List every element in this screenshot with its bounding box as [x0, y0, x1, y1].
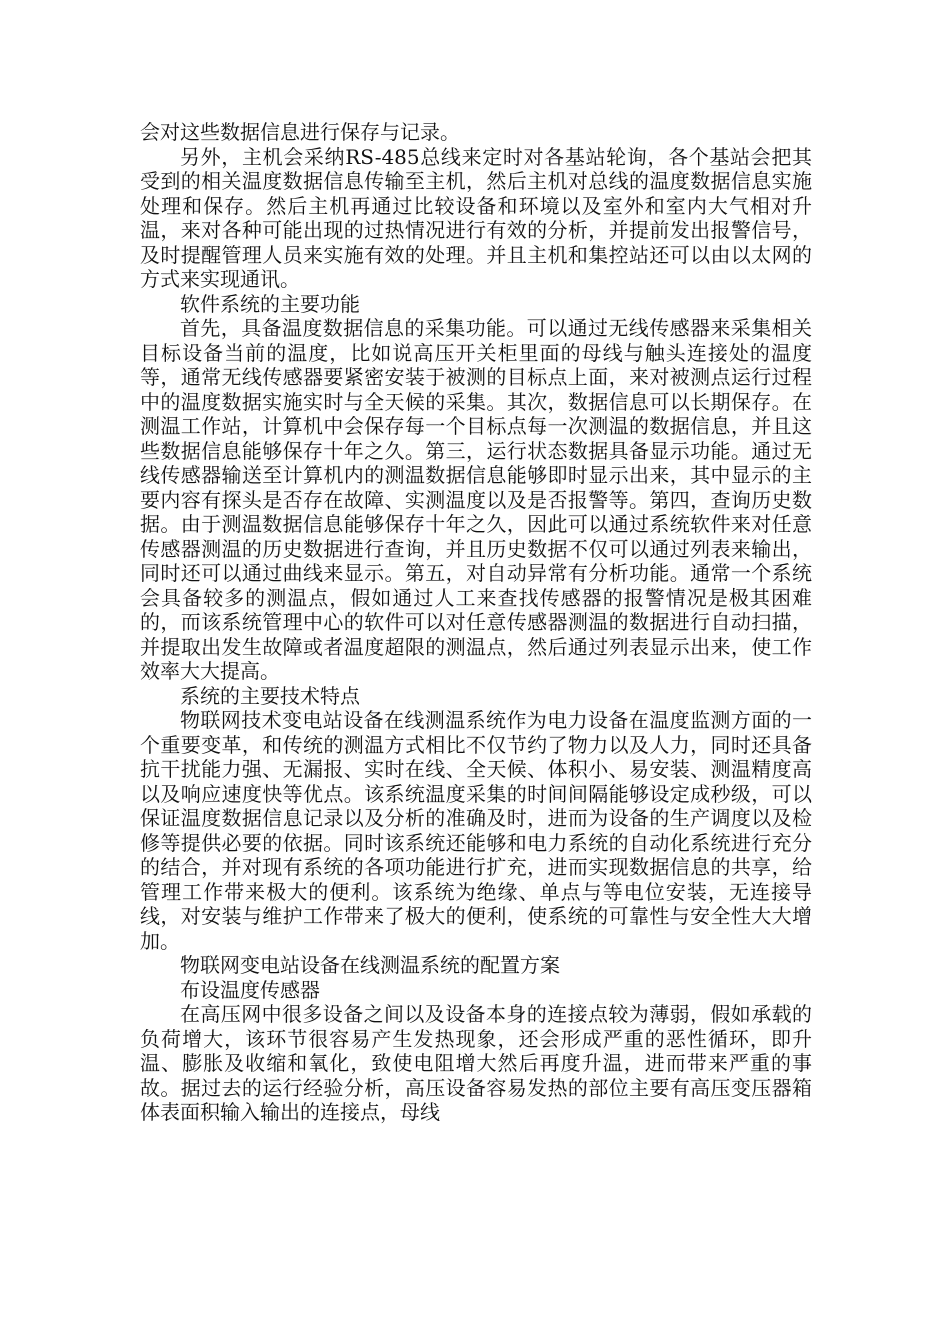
paragraph-tech-features: 物联网技术变电站设备在线测温系统作为电力设备在温度监测方面的一个重要变革，和传统的测温方式相比不仅节约了物力以及人力，同时还具备抗干扰能力强、无漏报、实时在线、全天候、体积小、易安装、测温精度高以及响应速度快等优点。该系统温度采集的时间间隔能够设定成秒级，可以保证温度数据信息记录以及分析的准确及时，进而为设备的生产调度以及检修等提供必要的依据。同时该系统还能够和电力系统的自动化系统进行充分的结合，并对现有系统的各项功能进行扩充，进而实现数据信息的共享，给管理工作带来极大的便利。该系统为绝缘、单点与等电位安装，无连接导线，对安装与维护工作带来了极大的便利，使系统的可靠性与安全性大大增加。 — [140, 708, 812, 953]
section-heading-tech-features: 系统的主要技术特点 — [180, 683, 360, 708]
section-heading-software-functions: 软件系统的主要功能 — [180, 291, 360, 316]
paragraph-rs485-polling: 另外，主机会采纳RS-485总线来定时对各基站轮询，各个基站会把其受到的相关温度数据信息传输至主机，然后主机对总线的温度数据信息实施处理和保存。然后主机再通过比较设备和环境以及室外和室内大气相对升温，来对各种可能出现的过热情况进行有效的分析，并提前发出报警信号，及时提醒管理人员来实施有效的处理。并且主机和集控站还可以由以太网的方式来实现通讯。 — [140, 144, 812, 291]
section-heading-sensor-layout: 布设温度传感器 — [180, 977, 320, 1002]
paragraph-sensor-layout: 在高压网中很多设备之间以及设备本身的连接点较为薄弱，假如承载的负荷增大，该环节很容易产生发热现象，还会形成严重的恶性循环，即升温、膨胀及收缩和氧化，致使电阻增大然后再度升温，进而带来严重的事故。据过去的运行经验分析，高压设备容易发热的部位主要有高压变压器箱体表面积输入输出的连接点，母线 — [140, 1002, 812, 1124]
paragraph-continuation: 会对这些数据信息进行保存与记录。 — [140, 120, 460, 144]
section-heading-configuration: 物联网变电站设备在线测温系统的配置方案 — [180, 953, 560, 977]
document-page — [140, 120, 812, 1125]
paragraph-software-functions: 首先，具备温度数据信息的采集功能。可以通过无线传感器来采集相关目标设备当前的温度，比如说高压开关柜里面的母线与触头连接处的温度等，通常无线传感器要紧密安装于被测的目标点上面，来对被测点运行过程中的温度数据实施实时与全天候的采集。其次，数据信息可以长期保存。在测温工作站，计算机中会保存每一个目标点每一次测温的数据信息，并且这些数据信息能够保存十年之久。第三，运行状态数据具备显示功能。通过无线传感器输送至计算机内的测温数据信息能够即时显示出来，其中显示的主要内容有探头是否存在故障、实测温度以及是否报警等。第四，查询历史数据。由于测温数据信息能够保存十年之久，因此可以通过系统软件来对任意传感器测温的历史数据进行查询，并且历史数据不仅可以通过列表来输出，同时还可以通过曲线来显示。第五，对自动异常有分析功能。通常一个系统会具备较多的测温点，假如通过人工来查找传感器的报警情况是极其困难的，而该系统管理中心的软件可以对任意传感器测温的数据进行自动扫描，并提取出发生故障或者温度超限的测温点，然后通过列表显示出来，使工作效率大大提高。 — [140, 316, 812, 683]
